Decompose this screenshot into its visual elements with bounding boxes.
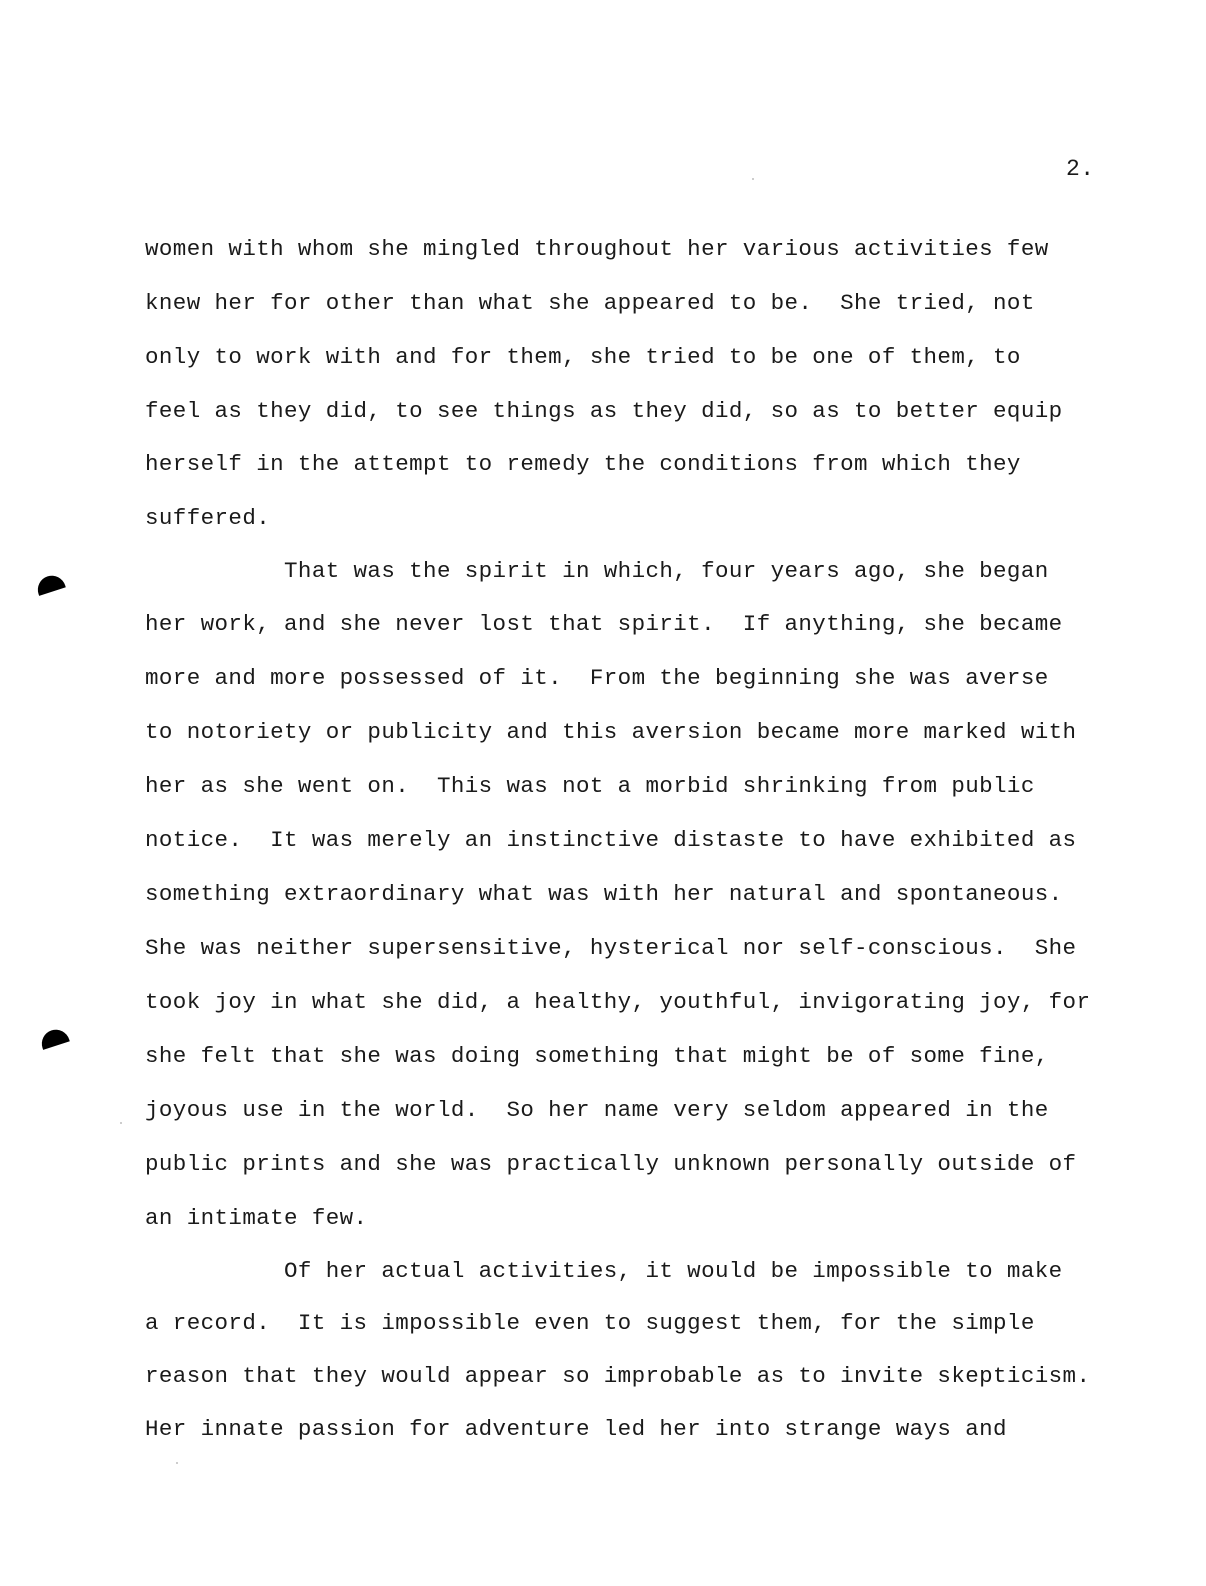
paper-speck [752, 178, 754, 180]
page-number: 2. [1066, 156, 1095, 182]
text-line: suffered. [145, 505, 271, 531]
paper-speck [120, 1122, 122, 1124]
text-line: she felt that she was doing something that might be of some fine, [145, 1043, 1049, 1069]
text-line: a record. It is impossible even to suggest them, for the simple [145, 1310, 1035, 1336]
text-line: knew her for other than what she appeared to be. She tried, not [145, 290, 1035, 316]
text-line: She was neither supersensitive, hysterical nor self-conscious. She [145, 935, 1077, 961]
text-line: her work, and she never lost that spirit. If anything, she became [145, 611, 1063, 637]
text-line: That was the spirit in which, four years ago, she began [145, 558, 1049, 584]
text-line: joyous use in the world. So her name very seldom appeared in the [145, 1097, 1049, 1123]
text-line: to notoriety or publicity and this aversion became more marked with [145, 719, 1077, 745]
text-line: something extraordinary what was with her natural and spontaneous. [145, 881, 1063, 907]
punch-hole-mark [34, 572, 66, 596]
text-line: public prints and she was practically unknown personally outside of [145, 1151, 1077, 1177]
text-line: Her innate passion for adventure led her into strange ways and [145, 1416, 1007, 1442]
text-line: only to work with and for them, she tried to be one of them, to [145, 344, 1021, 370]
text-line: an intimate few. [145, 1205, 368, 1231]
text-line: more and more possessed of it. From the beginning she was averse [145, 665, 1049, 691]
text-line: Of her actual activities, it would be impossible to make [145, 1258, 1063, 1284]
text-line: her as she went on. This was not a morbid shrinking from public [145, 773, 1035, 799]
text-line: notice. It was merely an instinctive distaste to have exhibited as [145, 827, 1077, 853]
paper-speck [176, 1462, 178, 1464]
text-line: reason that they would appear so improbable as to invite skepticism. [145, 1363, 1091, 1389]
text-line: feel as they did, to see things as they did, so as to better equip [145, 398, 1063, 424]
text-line: herself in the attempt to remedy the conditions from which they [145, 451, 1021, 477]
text-line: took joy in what she did, a healthy, youthful, invigorating joy, for [145, 989, 1091, 1015]
text-line: women with whom she mingled throughout her various activities few [145, 236, 1049, 262]
punch-hole-mark [38, 1026, 70, 1050]
